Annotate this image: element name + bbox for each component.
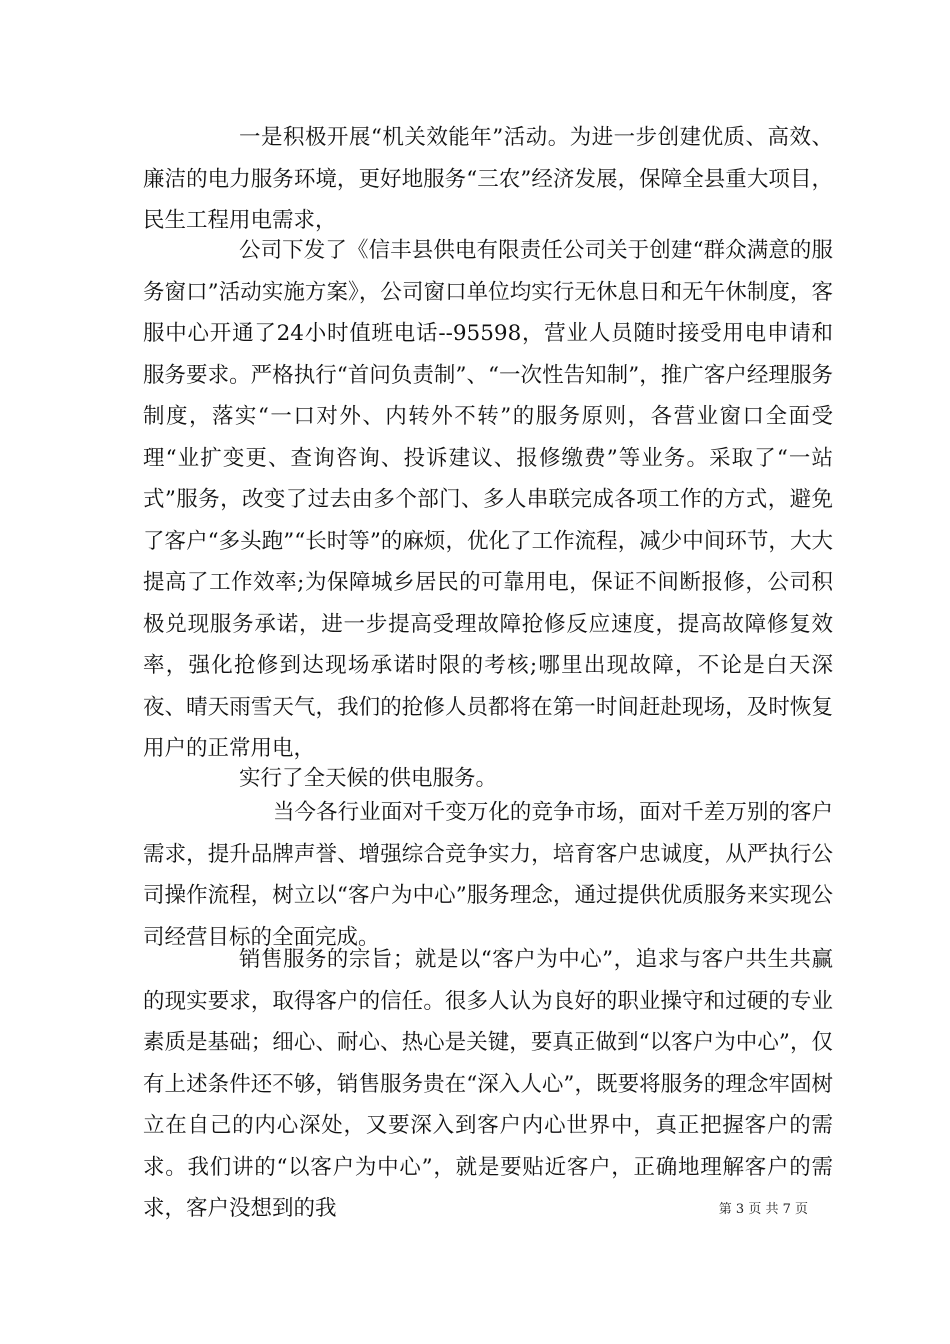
- paragraph-competitive-market: 当今各行业面对千变万化的竞争市场，面对千差万别的客户需求，提升品牌声誉、增强综合竞争实力，培育客户忠诚度，从严执行公司操作流程，树立以“客户为中心”服务理念，通过提供优质服务来实现公司经营目标的全面完成。: [143, 800, 833, 950]
- paragraph-efficiency-year: 一是积极开展“机关效能年”活动。为进一步创建优质、高效、廉洁的电力服务环境，更好地服务“三农”经济发展，保障全县重大项目，民生工程用电需求，: [143, 125, 833, 233]
- page-number-footer: 第 3 页 共 7 页: [718, 1202, 808, 1217]
- paragraph-sales-service-purpose: 销售服务的宗旨；就是以“客户为中心”，追求与客户共生共赢的现实要求，取得客户的信任。很多人认为良好的职业操守和过硬的专业素质是基础；细心、耐心、热心是关键，要真正做到“以客户为中心”，仅有上述条件还不够，销售服务贵在“深入人心”，既要将服务的理念牢固树立在自己的内心深处，又要深入到客户内心世界中，真正把握客户的需求。我们讲的“以客户为中心”，就是要贴近客户，正确地理解客户的需求，客户没想到的我: [143, 947, 833, 1221]
- paragraph-all-weather-service: 实行了全天候的供电服务。: [239, 766, 498, 791]
- paragraph-service-window: 公司下发了《信丰县供电有限责任公司关于创建“群众满意的服务窗口”活动实施方案》，公司窗口单位均实行无休息日和无午休制度，客服中心开通了24小时值班电话--95598，营业人员随时接受用电申请和服务要求。严格执行“首问负责制”、“一次性告知制”，推广客户经理服务制度，落实“一口对外、内转外不转”的服务原则，各营业窗口全面受理“业扩变更、查询咨询、投诉建议、报修缴费”等业务。采取了“一站式”服务，改变了过去由多个部门、多人串联完成各项工作的方式，避免了客户“多头跑”“长时等”的麻烦，优化了工作流程，减少中间环节，大大提高了工作效率;为保障城乡居民的可靠用电，保证不间断报修，公司积极兑现服务承诺，进一步提高受理故障抢修反应速度，提高故障修复效率，强化抢修到达现场承诺时限的考核;哪里出现故障，不论是白天深夜、晴天雨雪天气，我们的抢修人员都将在第一时间赶赴现场，及时恢复用户的正常用电，: [143, 238, 833, 761]
